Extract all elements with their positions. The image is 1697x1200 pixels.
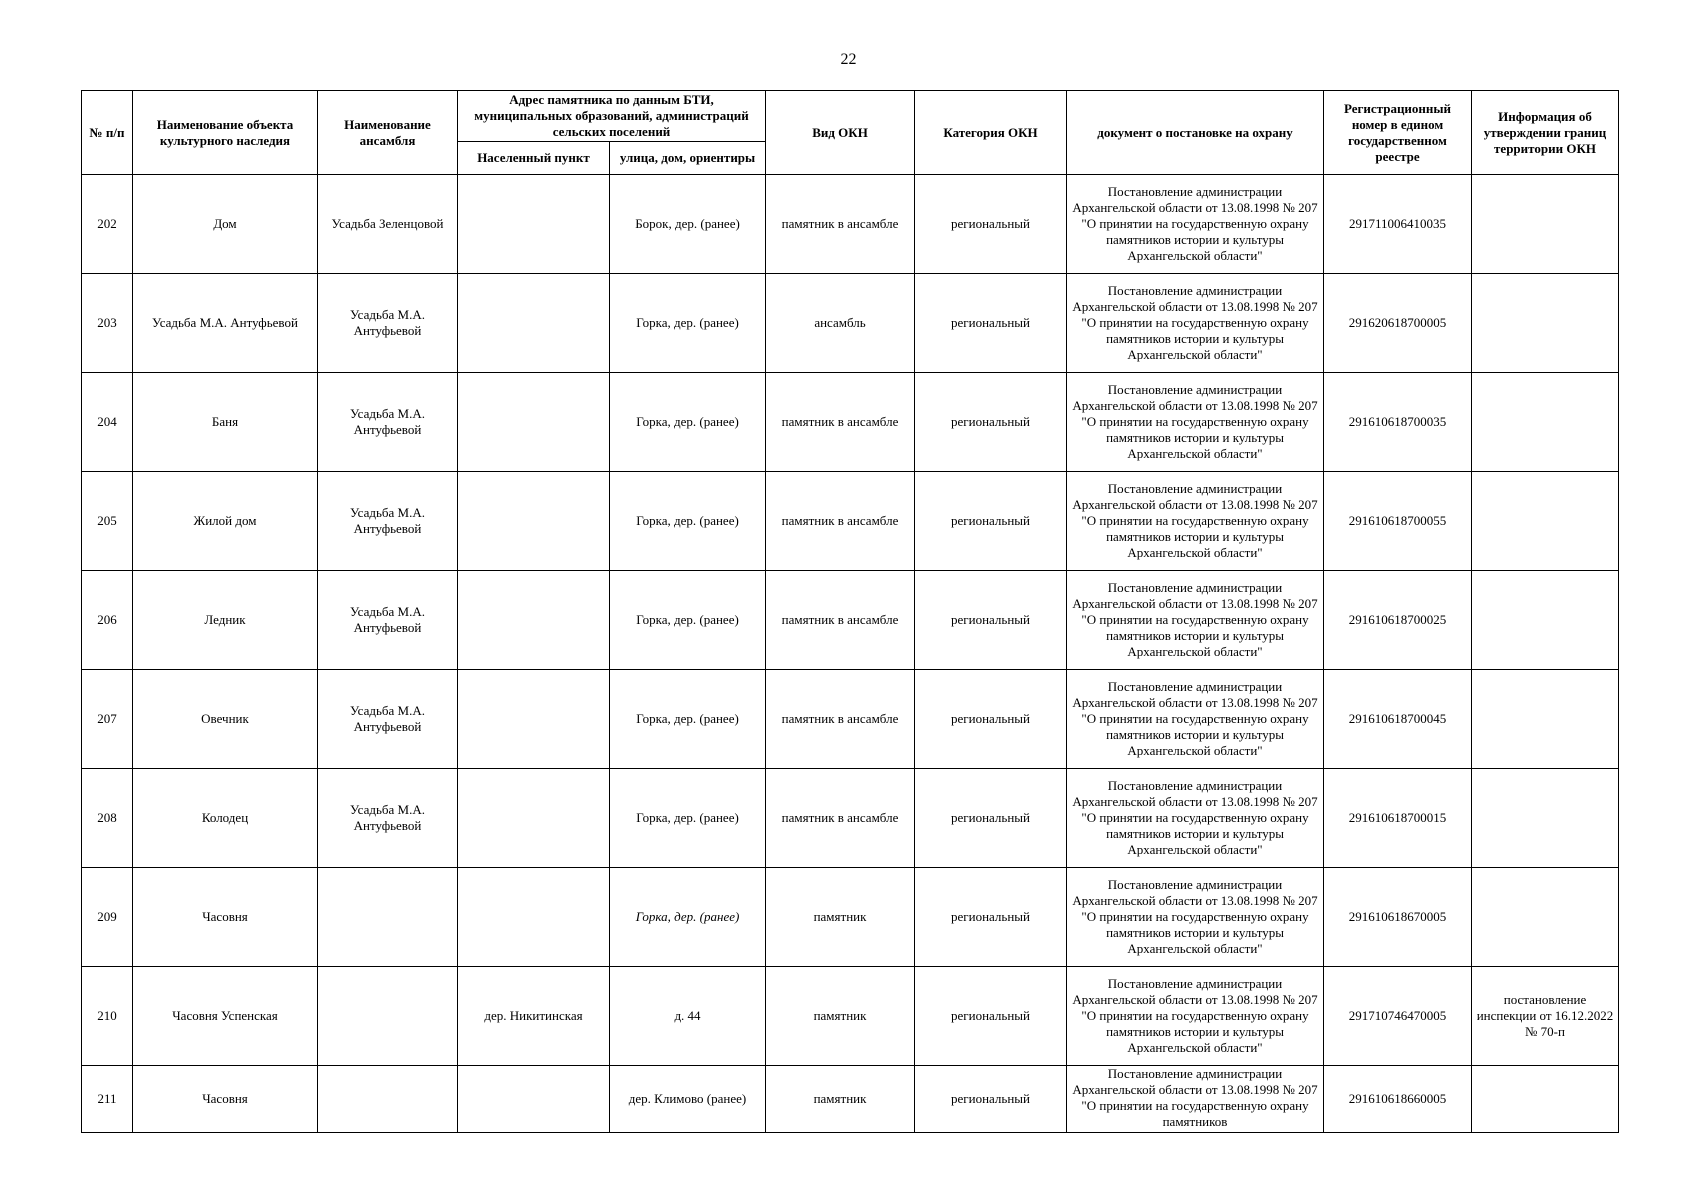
cell-reg-number: 291610618660005 [1324,1066,1472,1133]
cell-category: региональный [915,967,1067,1066]
header-address-group: Адрес памятника по данным БТИ, муниципальных образований, администраций сельских поселений [458,91,766,142]
cell-boundaries [1472,274,1619,373]
cell-document [1067,670,1324,769]
cell-name: Часовня [133,868,318,967]
table-row [82,175,1619,274]
cell-document [1067,1066,1324,1133]
cell-document [1067,571,1324,670]
cell-reg-number: 291711006410035 [1324,175,1472,274]
document-text: Постановление администрации Архангельской области от 13.08.1998 № 207 "О принятии на государственную охрану памятников истории и культуры Архангельской области" [1072,877,1318,956]
document-text: Постановление администрации Архангельской области от 13.08.1998 № 207 "О принятии на государственную охрану памятников истории и культуры Архангельской области" [1072,778,1318,857]
cell-type: ансамбль [766,274,915,373]
cell-street: Борок, дер. (ранее) [610,175,766,274]
cell-category: региональный [915,472,1067,571]
cell-document [1067,868,1324,967]
cell-ensemble: Усадьба М.А. Антуфьевой [318,274,458,373]
cell-street: Горка, дер. (ранее) [610,670,766,769]
header-reg-number: Регистрационный номер в едином государственном реестре [1324,91,1472,175]
cell-category: региональный [915,868,1067,967]
cell-type: памятник в ансамбле [766,373,915,472]
cell-category: региональный [915,1066,1067,1133]
cell-num: 210 [82,967,133,1066]
cell-document [1067,472,1324,571]
cell-category: региональный [915,769,1067,868]
header-category: Категория ОКН [915,91,1067,175]
header-document: документ о постановке на охрану [1067,91,1324,175]
cell-document [1067,175,1324,274]
cell-type: памятник в ансамбле [766,472,915,571]
table-row [82,472,1619,571]
cell-name: Колодец [133,769,318,868]
cell-document [1067,274,1324,373]
cell-num: 209 [82,868,133,967]
header-boundaries: Информация об утверждении границ территории ОКН [1472,91,1619,175]
cell-boundaries [1472,571,1619,670]
table-row [82,868,1619,967]
cell-category: региональный [915,175,1067,274]
document-text: Постановление администрации Архангельской области от 13.08.1998 № 207 "О принятии на государственную охрану памятников истории и культуры Архангельской области" [1072,283,1318,362]
document-text: Постановление администрации Архангельской области от 13.08.1998 № 207 "О принятии на государственную охрану памятников истории и культуры Архангельской области" [1072,184,1318,263]
cell-settlement [458,571,610,670]
cell-type: памятник в ансамбле [766,769,915,868]
cell-ensemble: Усадьба М.А. Антуфьевой [318,373,458,472]
table-header [82,91,1619,175]
cell-street: Горка, дер. (ранее) [610,373,766,472]
cell-document [1067,967,1324,1066]
cell-reg-number: 291610618700035 [1324,373,1472,472]
cell-settlement [458,175,610,274]
cell-num: 202 [82,175,133,274]
cell-reg-number: 291610618670005 [1324,868,1472,967]
cell-street: Горка, дер. (ранее) [610,274,766,373]
cell-type: памятник [766,1066,915,1133]
cell-boundaries [1472,868,1619,967]
table-row [82,571,1619,670]
cell-type: памятник [766,967,915,1066]
cell-ensemble [318,967,458,1066]
cell-num: 211 [82,1066,133,1133]
cell-street: Горка, дер. (ранее) [610,571,766,670]
table-row [82,967,1619,1066]
cell-name: Овечник [133,670,318,769]
cell-ensemble: Усадьба М.А. Антуфьевой [318,472,458,571]
cell-name: Часовня Успенская [133,967,318,1066]
table-row [82,1066,1619,1133]
cell-num: 208 [82,769,133,868]
cell-num: 203 [82,274,133,373]
header-type: Вид ОКН [766,91,915,175]
document-text: Постановление администрации Архангельской области от 13.08.1998 № 207 "О принятии на государственную охрану памятников истории и культуры Архангельской области" [1072,481,1318,560]
cell-boundaries [1472,670,1619,769]
cell-boundaries [1472,1066,1619,1133]
document-text: Постановление администрации Архангельской области от 13.08.1998 № 207 "О принятии на государственную охрану памятников истории и культуры Архангельской области" [1072,580,1318,659]
cell-street: Горка, дер. (ранее) [610,472,766,571]
cell-reg-number: 291610618700055 [1324,472,1472,571]
cell-category: региональный [915,670,1067,769]
cell-type: памятник в ансамбле [766,571,915,670]
document-text: Постановление администрации Архангельской области от 13.08.1998 № 207 "О принятии на государственную охрану памятников [1072,1066,1318,1129]
cell-type: памятник в ансамбле [766,670,915,769]
cell-num: 207 [82,670,133,769]
cell-name: Усадьба М.А. Антуфьевой [133,274,318,373]
table-row [82,769,1619,868]
cell-reg-number: 291610618700025 [1324,571,1472,670]
cell-category: региональный [915,571,1067,670]
cell-settlement [458,868,610,967]
document-text: Постановление администрации Архангельской области от 13.08.1998 № 207 "О принятии на государственную охрану памятников истории и культуры Архангельской области" [1072,976,1318,1055]
header-ensemble: Наименование ансамбля [318,91,458,175]
cell-num: 204 [82,373,133,472]
cell-name: Жилой дом [133,472,318,571]
document-text: Постановление администрации Архангельской области от 13.08.1998 № 207 "О принятии на государственную охрану памятников истории и культуры Архангельской области" [1072,679,1318,758]
cell-document [1067,373,1324,472]
cell-boundaries [1472,769,1619,868]
table-row [82,670,1619,769]
cell-street: д. 44 [610,967,766,1066]
document-text: Постановление администрации Архангельской области от 13.08.1998 № 207 "О принятии на государственную охрану памятников истории и культуры Архангельской области" [1072,382,1318,461]
cell-reg-number: 291610618700015 [1324,769,1472,868]
cell-type: памятник в ансамбле [766,175,915,274]
cell-document [1067,769,1324,868]
table-row [82,373,1619,472]
cell-street: дер. Климово (ранее) [610,1066,766,1133]
cell-ensemble [318,1066,458,1133]
cell-reg-number: 291610618700045 [1324,670,1472,769]
cell-settlement [458,274,610,373]
cell-category: региональный [915,373,1067,472]
header-name: Наименование объекта культурного наследия [133,91,318,175]
cell-reg-number: 291620618700005 [1324,274,1472,373]
table-row [82,274,1619,373]
cell-ensemble: Усадьба М.А. Антуфьевой [318,571,458,670]
cell-boundaries [1472,472,1619,571]
cell-boundaries [1472,373,1619,472]
cell-settlement: дер. Никитинская [458,967,610,1066]
cell-category: региональный [915,274,1067,373]
cell-boundaries [1472,175,1619,274]
cell-settlement [458,670,610,769]
cell-name: Ледник [133,571,318,670]
cell-boundaries: постановление инспекции от 16.12.2022 № 70-п [1472,967,1619,1066]
cell-settlement [458,472,610,571]
page-number: 22 [840,51,857,68]
cell-ensemble: Усадьба М.А. Антуфьевой [318,769,458,868]
cell-name: Дом [133,175,318,274]
cell-type: памятник [766,868,915,967]
cell-street: Горка, дер. (ранее) [610,868,766,967]
table-body [82,175,1619,1133]
cell-reg-number: 291710746470005 [1324,967,1472,1066]
heritage-registry-table [81,90,1619,1133]
cell-street: Горка, дер. (ранее) [610,769,766,868]
cell-ensemble [318,868,458,967]
cell-name: Часовня [133,1066,318,1133]
cell-num: 206 [82,571,133,670]
cell-settlement [458,769,610,868]
cell-num: 205 [82,472,133,571]
cell-name: Баня [133,373,318,472]
cell-ensemble: Усадьба Зеленцовой [318,175,458,274]
header-num: № п/п [82,91,133,175]
header-street: улица, дом, ориентиры [610,142,766,175]
header-settlement: Населенный пункт [458,142,610,175]
cell-ensemble: Усадьба М.А. Антуфьевой [318,670,458,769]
cell-settlement [458,1066,610,1133]
cell-settlement [458,373,610,472]
